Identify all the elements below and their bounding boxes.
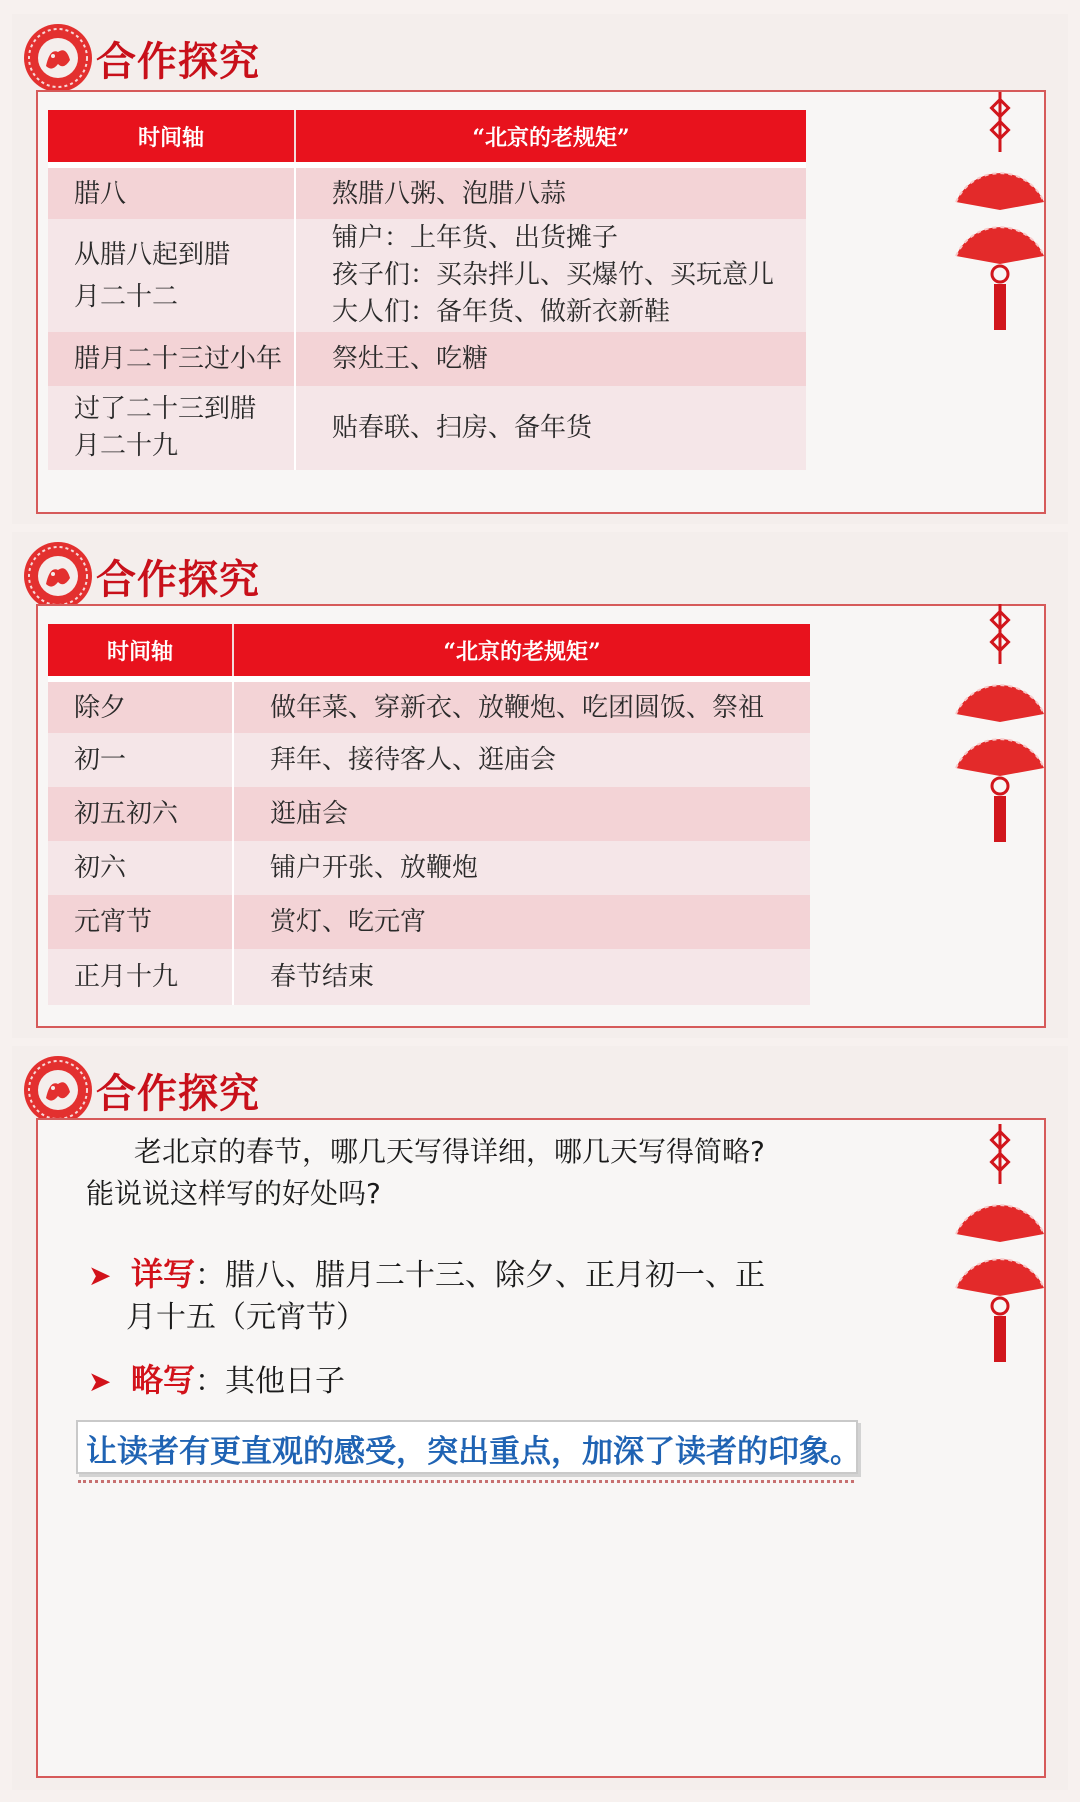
time-cell: 从腊八起到腊 月二十二 bbox=[48, 219, 295, 332]
hanging-fan-ornament-icon bbox=[950, 92, 1050, 332]
brief-text: 其他日子 bbox=[225, 1364, 346, 1399]
hanging-fan-ornament-icon bbox=[950, 604, 1050, 844]
customs-table bbox=[48, 624, 810, 1005]
customs-cell: 熬腊八粥、泡腊八蒜 bbox=[295, 165, 806, 219]
detail-text-line-1: 腊八、腊月二十三、除夕、正月初一、正 bbox=[225, 1258, 766, 1293]
colon: ： bbox=[195, 1364, 226, 1399]
table-row bbox=[48, 949, 810, 1005]
customs-cell: 做年菜、穿新衣、放鞭炮、吃团圆饭、祭祖 bbox=[233, 679, 810, 733]
dotted-divider bbox=[78, 1480, 854, 1483]
paper-cut-seal-icon bbox=[22, 22, 94, 94]
time-cell: 腊月二十三过小年 bbox=[48, 332, 295, 386]
conclusion-box bbox=[76, 1420, 861, 1474]
detail-text-line-2: 月十五（元宵节） bbox=[126, 1300, 366, 1335]
time-cell: 元宵节 bbox=[48, 895, 233, 949]
customs-cell: 铺户：上年货、出货摊子 孩子们：买杂拌儿、买爆竹、买玩意儿 大人们：备年货、做新衣新鞋 bbox=[295, 219, 806, 332]
right-triangle-arrow-icon: ➤ bbox=[88, 1259, 112, 1292]
table-header-row bbox=[48, 624, 810, 679]
table-row bbox=[48, 841, 810, 895]
time-cell: 初五初六 bbox=[48, 787, 233, 841]
customs-cell: 贴春联、扫房、备年货 bbox=[295, 386, 806, 470]
customs-cell: 铺户开张、放鞭炮 bbox=[233, 841, 810, 895]
brief-bullet bbox=[88, 1356, 345, 1406]
slide-2 bbox=[12, 532, 1068, 1038]
slide-1 bbox=[12, 14, 1068, 524]
customs-cell: 春节结束 bbox=[233, 949, 810, 1005]
slide-title: 合作探究 bbox=[96, 557, 260, 603]
brief-label: 略写 bbox=[131, 1361, 196, 1399]
customs-cell: 拜年、接待客人、逛庙会 bbox=[233, 733, 810, 787]
table-row bbox=[48, 165, 806, 219]
paper-cut-seal-icon bbox=[22, 540, 94, 612]
customs-cell: 逛庙会 bbox=[233, 787, 810, 841]
time-cell: 正月十九 bbox=[48, 949, 233, 1005]
customs-cell: 赏灯、吃元宵 bbox=[233, 895, 810, 949]
right-triangle-arrow-icon: ➤ bbox=[88, 1365, 112, 1398]
time-cell: 初一 bbox=[48, 733, 233, 787]
table-header-row bbox=[48, 110, 806, 165]
header-customs: “北京的老规矩” bbox=[295, 110, 806, 165]
table-row bbox=[48, 386, 806, 470]
table-row bbox=[48, 219, 806, 332]
time-cell: 除夕 bbox=[48, 679, 233, 733]
customs-cell: 祭灶王、吃糖 bbox=[295, 332, 806, 386]
detail-bullet-continued bbox=[126, 1294, 366, 1342]
conclusion-text: 让读者有更直观的感受，突出重点，加深了读者的印象。 bbox=[86, 1434, 861, 1470]
question-line-1: 老北京的春节，哪几天写得详细，哪几天写得简略? bbox=[134, 1135, 765, 1168]
header-customs: “北京的老规矩” bbox=[233, 624, 810, 679]
header-timeline: 时间轴 bbox=[48, 624, 233, 679]
detail-bullet bbox=[88, 1250, 848, 1300]
hanging-fan-ornament-icon bbox=[950, 1124, 1050, 1364]
table-row bbox=[48, 787, 810, 841]
slide-header bbox=[12, 14, 1068, 100]
customs-table bbox=[48, 110, 806, 470]
detail-label: 详写 bbox=[131, 1255, 196, 1293]
slide-title: 合作探究 bbox=[96, 1071, 260, 1117]
time-cell: 腊八 bbox=[48, 165, 295, 219]
colon: ： bbox=[195, 1258, 226, 1293]
slide-title: 合作探究 bbox=[96, 39, 260, 85]
table-row bbox=[48, 733, 810, 787]
table-row bbox=[48, 679, 810, 733]
header-timeline: 时间轴 bbox=[48, 110, 295, 165]
time-cell: 初六 bbox=[48, 841, 233, 895]
paper-cut-seal-icon bbox=[22, 1054, 94, 1126]
table-row bbox=[48, 332, 806, 386]
table-row bbox=[48, 895, 810, 949]
time-cell: 过了二十三到腊 月二十九 bbox=[48, 386, 295, 470]
question-line-2: 能说说这样写的好处吗? bbox=[86, 1177, 381, 1210]
